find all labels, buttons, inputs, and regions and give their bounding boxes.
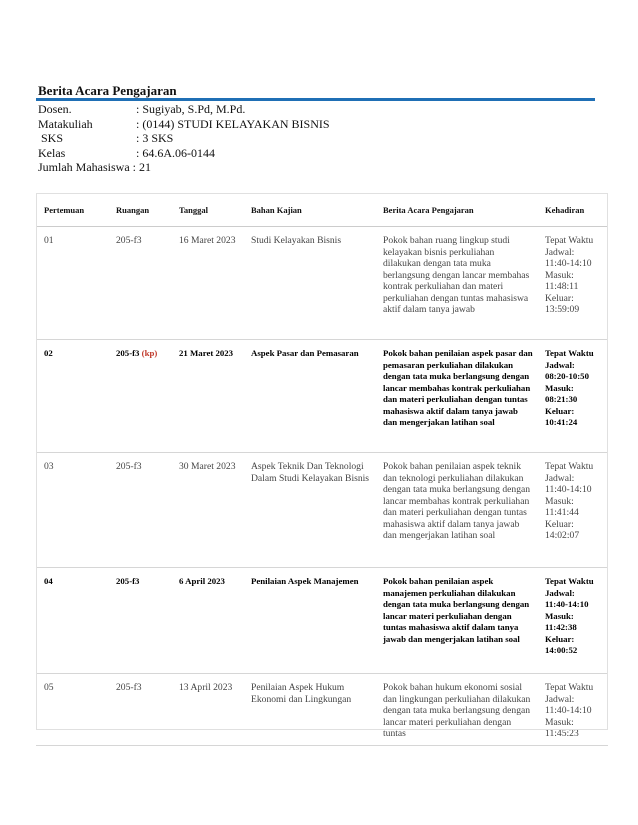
kehadiran-line: Jadwal:	[545, 472, 575, 484]
kehadiran-line: Tepat Waktu	[545, 682, 594, 693]
kehadiran-line: Tepat Waktu	[545, 235, 594, 246]
info-label: Jumlah Mahasiswa	[38, 160, 130, 175]
kehadiran-line: Tepat Waktu	[545, 576, 594, 586]
cell-ruangan	[108, 674, 171, 746]
table-row	[36, 674, 608, 746]
table-row	[36, 568, 608, 674]
cell-tanggal: 30 Maret 2023	[171, 453, 243, 568]
cell-berita: Pokok bahan penilaian aspek teknik dan teknologi perkuliahan dilakukan dengan tata muka berlangsung dengan lancar membahas kontrak perkuliahan dan materi perkuliahan dengan tuntas mahasiswa aktif dalam tanya jawab dan mengerjakan latihan soal	[375, 453, 537, 568]
cell-berita: Pokok bahan penilaian aspek pasar dan pemasaran perkuliahan dilakukan dengan tata muka berlangsung dengan lancar membahas kontrak perkuliahan dan materi perkuliahan dengan tuntas mahasiswa aktif dalam tanya jawab dan mengerjakan latihan soal	[375, 340, 537, 453]
room-code: 205-f3	[116, 682, 142, 693]
kehadiran-line: 11:48:11	[545, 281, 579, 292]
kehadiran-line: 08:20-10:50	[545, 371, 589, 381]
page-title: Berita Acara Pengajaran	[38, 83, 177, 98]
cell-kehadiran	[537, 568, 608, 674]
title-divider	[36, 98, 595, 101]
cell-berita: Pokok bahan hukum ekonomi sosial dan lingkungan perkuliahan dilakukan dengan tata muka berlangsung dengan lancar materi perkuliahan dengan tuntas	[375, 674, 537, 746]
kehadiran-line: Jadwal:	[545, 246, 575, 258]
cell-pertemuan: 01	[36, 227, 108, 340]
info-row-matakuliah	[38, 117, 330, 132]
kehadiran-line: Keluar:	[545, 633, 575, 644]
cell-ruangan	[108, 227, 171, 340]
info-row-kelas	[38, 146, 330, 161]
cell-tanggal: 21 Maret 2023	[171, 340, 243, 453]
cell-bahan: Studi Kelayakan Bisnis	[243, 227, 375, 340]
cell-ruangan	[108, 453, 171, 568]
cell-berita: Pokok bahan penilaian aspek manajemen perkuliahan dilakukan dengan tata muka berlangsung dengan lancar materi perkuliahan dengan tuntas mahasiswa aktif dalam tanya jawab dan mengerjakan latihan soal	[375, 568, 537, 674]
cell-kehadiran	[537, 453, 608, 568]
kehadiran-line: Masuk:	[545, 382, 574, 393]
cell-kehadiran	[537, 227, 608, 340]
room-code: 205-f3	[116, 348, 140, 358]
kehadiran-line: 11:42:38	[545, 622, 577, 632]
cell-ruangan	[108, 340, 171, 453]
cell-berita: Pokok bahan ruang lingkup studi kelayakan bisnis perkuliahan dilakukan dengan tata muka berlangsung dengan lancar membahas kontrak perkuliahan dan materi perkuliahan dengan tuntas mahasiswa aktif dalam tanya jawab	[375, 227, 537, 340]
cell-pertemuan: 02	[36, 340, 108, 453]
col-header-berita: Berita Acara Pengajaran	[375, 193, 537, 227]
table-row	[36, 227, 608, 340]
info-value: : 21	[129, 160, 151, 175]
room-code: 205-f3	[116, 235, 142, 246]
kehadiran-line: 14:02:07	[545, 530, 580, 541]
cell-pertemuan: 05	[36, 674, 108, 746]
cell-pertemuan: 04	[36, 568, 108, 674]
kehadiran-line: Keluar:	[545, 518, 574, 530]
cell-tanggal: 6 April 2023	[171, 568, 243, 674]
info-value: : 64.6A.06-0144	[136, 145, 215, 160]
kehadiran-line: 11:40-14:10	[545, 258, 592, 269]
cell-bahan: Aspek Teknik Dan Teknologi Dalam Studi Kelayakan Bisnis	[243, 453, 375, 568]
kehadiran-line: Keluar:	[545, 405, 575, 416]
info-value: : (0144) STUDI KELAYAKAN BISNIS	[136, 116, 330, 131]
kehadiran-line: Masuk:	[545, 610, 574, 621]
kehadiran-line: Masuk:	[545, 716, 574, 728]
kehadiran-line: Masuk:	[545, 495, 574, 507]
kehadiran-line: Jadwal:	[545, 359, 575, 370]
info-value: : 3 SKS	[136, 131, 174, 146]
cell-ruangan	[108, 568, 171, 674]
kehadiran-line: Keluar:	[545, 292, 574, 304]
kehadiran-line: 13:59:09	[545, 304, 580, 315]
kehadiran-line: 11:40-14:10	[545, 484, 592, 495]
kehadiran-line: 11:40-14:10	[545, 599, 589, 609]
info-row-sks	[38, 131, 330, 146]
info-label: SKS	[38, 131, 64, 146]
course-info	[38, 102, 330, 175]
kehadiran-line: Jadwal:	[545, 587, 575, 598]
kehadiran-line: 11:41:44	[545, 507, 579, 518]
cell-kehadiran	[537, 340, 608, 453]
cell-kehadiran	[537, 674, 608, 746]
kehadiran-line: Tepat Waktu	[545, 461, 594, 472]
col-header-pertemuan: Pertemuan	[36, 193, 108, 227]
table-row	[36, 453, 608, 568]
kehadiran-line: Masuk:	[545, 269, 574, 281]
cell-tanggal: 16 Maret 2023	[171, 227, 243, 340]
room-code: 205-f3	[116, 461, 142, 472]
cell-bahan: Aspek Pasar dan Pemasaran	[243, 340, 375, 453]
cell-tanggal: 13 April 2023	[171, 674, 243, 746]
table-row	[36, 340, 608, 453]
kehadiran-line: 08:21:30	[545, 394, 578, 404]
info-label: Dosen.	[38, 102, 72, 116]
info-label: Kelas	[38, 145, 66, 160]
kehadiran-line: 10:41:24	[545, 417, 578, 427]
info-row-jumlah	[38, 160, 330, 175]
room-code: 205-f3	[116, 576, 140, 586]
cell-pertemuan: 03	[36, 453, 108, 568]
table-body	[36, 227, 608, 746]
info-row-dosen	[38, 102, 330, 117]
kehadiran-line: 11:45:23	[545, 728, 579, 739]
info-value: : Sugiyab, S.Pd, M.Pd.	[136, 102, 246, 116]
col-header-tanggal: Tanggal	[171, 193, 243, 227]
table-header-row	[36, 193, 608, 227]
attendance-table	[36, 193, 608, 746]
kehadiran-line: Tepat Waktu	[545, 348, 594, 358]
kehadiran-line: 14:00:52	[545, 645, 578, 655]
kehadiran-line: Jadwal:	[545, 693, 575, 705]
cell-bahan: Penilaian Aspek Manajemen	[243, 568, 375, 674]
col-header-kehadiran: Kehadiran	[537, 193, 608, 227]
kehadiran-line: 11:40-14:10	[545, 705, 592, 716]
info-label: Matakuliah	[38, 116, 93, 131]
col-header-ruangan: Ruangan	[108, 193, 171, 227]
cell-bahan: Penilaian Aspek Hukum Ekonomi dan Lingkungan	[243, 674, 375, 746]
kp-badge: (kp)	[139, 348, 158, 358]
col-header-bahan: Bahan Kajian	[243, 193, 375, 227]
